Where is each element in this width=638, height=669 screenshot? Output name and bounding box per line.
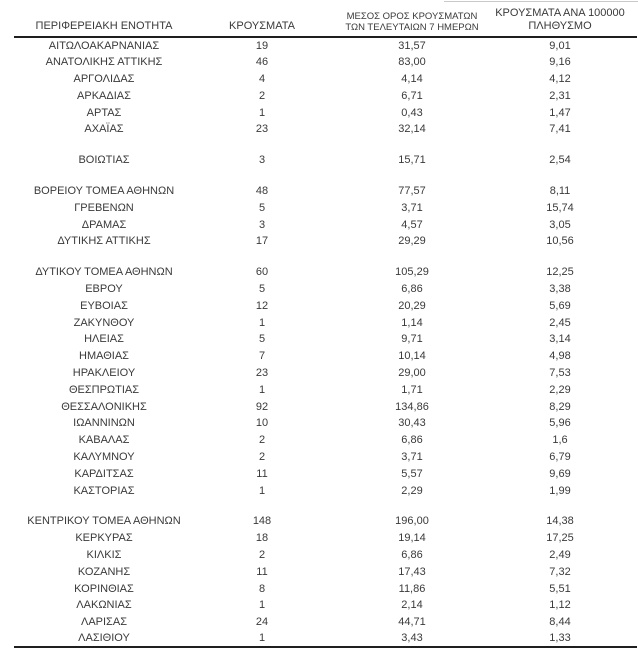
table-row [14,398,637,415]
avg7-cell: 77,57 [398,184,426,197]
per100k-cell: 1,12 [549,599,571,612]
region-cell: ΖΑΚΥΝΘΟΥ [73,316,135,329]
region-cell: ΚΟΖΑΝΗΣ [77,565,131,578]
region-cell: ΛΑΚΩΝΙΑΣ [76,599,132,612]
avg7-cell: 19,14 [398,532,426,545]
avg7-cell: 29,00 [398,366,426,379]
region-cell: ΔΥΤΙΚΟΥ ΤΟΜΕΑ ΑΘΗΝΩΝ [35,266,173,279]
cases-cell: 48 [255,184,269,197]
cases-cell: 2 [258,89,266,102]
per100k-cell: 1,6 [552,434,568,447]
avg7-cell: 134,86 [395,400,429,413]
per100k-cell: 8,44 [549,616,571,629]
table-row [14,37,637,54]
table-body [14,37,637,647]
table-row [14,597,637,614]
region-cell: ΚΕΡΚΥΡΑΣ [75,532,133,545]
cases-cell: 11 [256,467,268,480]
cases-cell: 7 [258,350,266,363]
table-row [14,121,637,138]
region-cell: ΑΡΓΟΛΙΔΑΣ [73,72,135,85]
region-cell: ΑΙΤΩΛΟΑΚΑΡΝΑΝΙΑΣ [48,39,160,52]
avg7-cell: 4,14 [401,72,423,85]
per100k-cell: 3,14 [549,333,571,346]
table-row [14,580,637,597]
col-header-7day-average-line1: ΜΕΣΟΣ ΟΡΟΣ ΚΡΟΥΣΜΑΤΩΝ [346,11,478,22]
per100k-cell: 5,96 [549,417,571,430]
table-row [14,365,637,382]
region-cell: ΚΟΡΙΝΘΙΑΣ [74,582,134,595]
avg7-cell: 105,29 [395,266,429,279]
region-cell: ΔΥΤΙΚΗΣ ΑΤΤΙΚΗΣ [57,235,151,248]
region-cell: ΔΡΑΜΑΣ [81,218,127,231]
region-cell: ΑΡΚΑΔΙΑΣ [77,89,131,102]
avg7-cell: 11,86 [398,582,426,595]
table-row [14,264,637,281]
per100k-cell: 8,29 [549,400,571,413]
avg7-cell: 6,86 [401,548,423,561]
cases-cell: 17 [255,235,269,248]
table-row [14,331,637,348]
avg7-cell: 6,86 [401,434,423,447]
per100k-cell: 9,69 [549,467,571,480]
region-cell: ΓΡΕΒΕΝΩΝ [74,201,134,214]
table-row [14,314,637,331]
col-header-7day-average [330,7,494,37]
section-spacer-cell [14,169,637,183]
table-row [14,381,637,398]
avg7-cell: 30,43 [398,417,426,430]
table-row [14,415,637,432]
cases-cell: 5 [258,282,266,295]
avg7-cell: 2,29 [401,484,423,497]
per100k-cell: 12,25 [546,266,574,279]
per100k-cell: 2,54 [549,154,571,167]
per100k-cell: 9,16 [549,56,571,69]
region-cell: ΗΛΕΙΑΣ [84,333,124,346]
col-header-cases-per-100000-line1: ΚΡΟΥΣΜΑΤΑ ΑΝΑ 100000 [495,7,625,19]
per100k-cell: 4,98 [549,350,571,363]
col-header-regional-unit-label: ΠΕΡΙΦΕΡΕΙΑΚΗ ΕΝΟΤΗΤΑ [35,20,173,32]
cases-cell: 18 [255,532,269,545]
col-header-cases-per-100000-line2: ΠΛΗΘΥΣΜΟ [528,20,592,32]
avg7-cell: 3,71 [401,450,423,463]
avg7-cell: 6,71 [401,89,423,102]
avg7-cell: 196,00 [395,515,429,528]
cases-cell: 19 [255,39,269,52]
avg7-cell: 2,14 [401,599,423,612]
col-header-cases [194,7,330,37]
table-row [14,547,637,564]
col-header-7day-average-line2: ΤΩΝ ΤΕΛΕΥΤΑΙΩΝ 7 ΗΜΕΡΩΝ [345,22,479,33]
per100k-cell: 7,41 [549,123,571,136]
cases-cell: 1 [258,484,266,497]
table-row [14,348,637,365]
table-row [14,465,637,482]
cases-cell: 4 [258,72,266,85]
region-cell: ΚΕΝΤΡΙΚΟΥ ΤΟΜΕΑ ΑΘΗΝΩΝ [27,515,181,528]
table-row [14,530,637,547]
per100k-cell: 2,31 [549,89,571,102]
table-row [14,233,637,250]
header-row [14,7,637,37]
region-cell: ΙΩΑΝΝΙΝΩΝ [73,417,135,430]
cases-cell: 11 [256,565,268,578]
avg7-cell: 3,43 [401,632,423,645]
region-cell: ΘΕΣΠΡΩΤΙΑΣ [68,383,140,396]
col-header-cases-label: ΚΡΟΥΣΜΑΤΑ [229,20,295,32]
cases-cell: 148 [252,515,272,528]
per100k-cell: 2,49 [549,548,571,561]
table-row [14,614,637,631]
per100k-cell: 7,53 [549,366,571,379]
cases-cell: 60 [255,266,269,279]
per100k-cell: 9,01 [549,39,571,52]
per100k-cell: 6,79 [549,450,571,463]
avg7-cell: 29,29 [398,235,426,248]
table-row [14,87,637,104]
region-cell: ΚΑΡΔΙΤΣΑΣ [74,467,134,480]
section-spacer-cell [14,138,637,152]
region-cell: ΑΡΤΑΣ [86,106,122,119]
section-spacer [14,169,637,183]
cases-cell: 10 [255,417,269,430]
cases-cell: 1 [258,316,266,329]
per100k-cell: 4,12 [549,72,571,85]
table-row [14,54,637,71]
cases-cell: 23 [255,366,269,379]
region-cell: ΕΒΡΟΥ [85,282,123,295]
per100k-cell: 2,45 [549,316,571,329]
region-cell: ΗΜΑΘΙΑΣ [79,350,129,363]
cases-cell: 2 [258,548,266,561]
cases-cell: 12 [255,299,269,312]
per100k-cell: 10,56 [546,235,574,248]
section-spacer [14,499,637,513]
table-row [14,104,637,121]
col-header-cases-per-100000 [494,7,637,37]
avg7-cell: 31,57 [398,39,426,52]
region-cell: ΚΑΒΑΛΑΣ [78,434,130,447]
cases-cell: 1 [258,383,266,396]
avg7-cell: 3,71 [401,201,423,214]
avg7-cell: 6,86 [401,282,423,295]
table-row [14,281,637,298]
avg7-cell: 83,00 [398,56,426,69]
cases-cell: 23 [255,123,269,136]
avg7-cell: 1,14 [401,316,423,329]
table-row [14,297,637,314]
top-right-rule [444,1,638,2]
per100k-cell: 5,51 [549,582,571,595]
region-cell: ΗΡΑΚΛΕΙΟΥ [72,366,136,379]
avg7-cell: 4,57 [401,218,423,231]
col-header-regional-unit [14,7,194,37]
avg7-cell: 9,71 [401,333,423,346]
region-cell: ΑΧΑΪΑΣ [84,123,124,136]
per100k-cell: 3,38 [549,282,571,295]
per100k-cell: 15,74 [546,201,574,214]
cases-cell: 92 [255,400,269,413]
per100k-cell: 1,33 [549,632,571,645]
table-row [14,432,637,449]
cases-cell: 8 [258,582,266,595]
cases-cell: 46 [255,56,269,69]
avg7-cell: 10,14 [398,350,426,363]
region-cell: ΚΑΣΤΟΡΙΑΣ [73,484,135,497]
cases-cell: 1 [258,599,266,612]
region-cell: ΘΕΣΣΑΛΟΝΙΚΗΣ [61,400,147,413]
avg7-cell: 0,43 [401,106,423,119]
table-row [14,183,637,200]
table-row [14,631,637,648]
per100k-cell: 17,25 [546,532,574,545]
cases-cell: 1 [258,106,266,119]
per100k-cell: 7,32 [549,565,571,578]
cases-cell: 3 [258,218,266,231]
cases-cell: 2 [258,450,266,463]
avg7-cell: 20,29 [398,299,426,312]
cases-cell: 5 [258,201,266,214]
per100k-cell: 2,29 [549,383,571,396]
cases-cell: 1 [258,632,266,645]
region-cell: ΛΑΡΙΣΑΣ [80,616,127,629]
region-cell: ΚΙΛΚΙΣ [86,548,122,561]
section-spacer [14,138,637,152]
section-spacer-cell [14,250,637,264]
avg7-cell: 32,14 [398,123,426,136]
cases-cell: 3 [258,154,266,167]
region-cell: ΕΥΒΟΙΑΣ [80,299,128,312]
table-row [14,71,637,88]
cases-cell: 2 [258,434,266,447]
table-row [14,482,637,499]
table-row [14,513,637,530]
region-cell: ΒΟΡΕΙΟΥ ΤΟΜΕΑ ΑΘΗΝΩΝ [33,184,175,197]
table-row [14,152,637,169]
table-header [14,7,637,37]
avg7-cell: 15,71 [398,154,426,167]
table-row [14,199,637,216]
per100k-cell: 5,69 [549,299,571,312]
per100k-cell: 3,05 [549,218,571,231]
per100k-cell: 1,47 [549,106,571,119]
region-cell: ΒΟΙΩΤΙΑΣ [78,154,130,167]
table-row [14,449,637,466]
region-cell: ΚΑΛΥΜΝΟΥ [73,450,135,463]
section-spacer-cell [14,499,637,513]
per100k-cell: 14,38 [546,515,574,528]
cases-cell: 24 [255,616,269,629]
table-row [14,216,637,233]
region-cell: ΛΑΣΙΘΙΟΥ [78,632,130,645]
avg7-cell: 5,57 [401,467,423,480]
per100k-cell: 8,11 [549,184,571,197]
region-cell: ΑΝΑΤΟΛΙΚΗΣ ΑΤΤΙΚΗΣ [45,56,163,69]
avg7-cell: 17,43 [398,565,426,578]
table-row [14,563,637,580]
per100k-cell: 1,99 [549,484,571,497]
cases-cell: 5 [258,333,266,346]
avg7-cell: 44,71 [398,616,426,629]
regional-cases-table [14,7,637,648]
section-spacer [14,250,637,264]
avg7-cell: 1,71 [401,383,423,396]
